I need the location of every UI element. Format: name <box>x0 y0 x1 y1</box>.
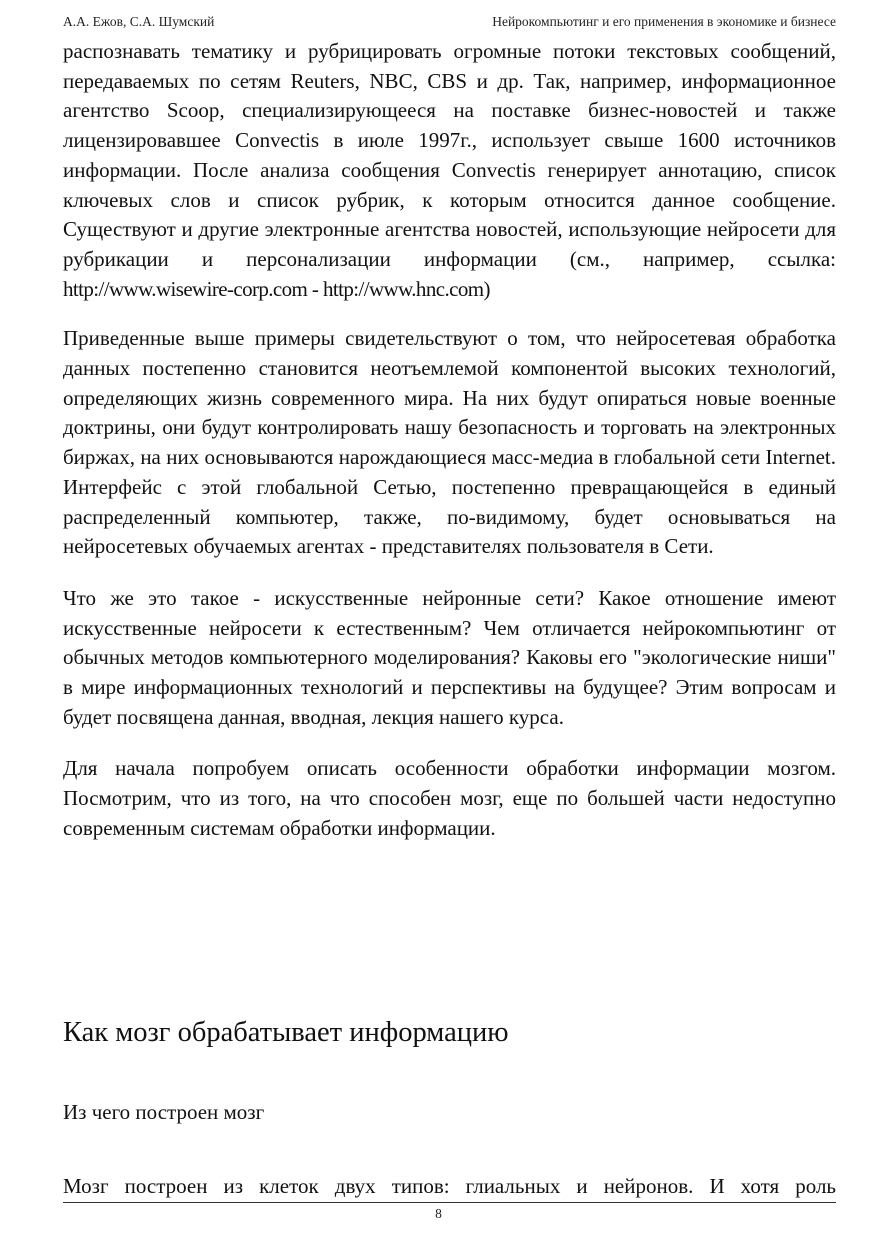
paragraph-1-text: распознавать тематику и рубрицировать огромные потоки текстовых сообщений, передаваемых по сетям Reuters, NBC, CBS и др. Так, например, информационное агентство Scoop, специализирующееся на поставке бизнес-новостей и также лицензировавшее Convectis в июле 1997г., использует свыше 1600 источников информации. После анализа сообщения Convectis генерирует аннотацию, список ключевых слов и список рубрик, к которым относится данное сообщение. Существуют и другие электронные агентства новостей, использующие нейросети для рубрикации и персонализации информации (см., например, ссылка: <box>63 39 836 271</box>
page-number: 8 <box>435 1206 442 1221</box>
paragraph-2: Приведенные выше примеры свидетельствуют о том, что нейросетевая обработка данных постепенно становится неотъемлемой компонентой высоких технологий, определяющих жизнь современного мира. На них будут опираться новые военные доктрины, они будут контролировать нашу безопасность и торговать на электронных биржах, на них основываются нарождающиеся масс-медиа в глобальной сети Internet. Интерфейс с этой глобальной Сетью, постепенно превращающейся в единый распределенный компьютер, также, по-видимому, будет основываться на нейросетевых обучаемых агентах - представителях пользователя в Сети. <box>63 326 836 559</box>
document-body <box>63 37 836 844</box>
header-book-title: Нейрокомпьютинг и его применения в экономике и бизнесе <box>492 14 836 29</box>
paragraph-3: Что же это такое - искусственные нейронные сети? Какое отношение имеют искусственные нейросети к естественным? Чем отличается нейрокомпьютинг от обычных методов компьютерного моделирования? Каковы его "экологические ниши" в мире информационных технологий и перспективы на будущее? Этим вопросам и будет посвящена данная, вводная, лекция нашего курса. <box>63 585 836 729</box>
header-authors: А.А. Ежов, С.А. Шумский <box>63 14 215 29</box>
paragraph-5-start: Мозг построен из клеток двух типов: глиальных и нейронов. И хотя роль <box>63 1174 836 1198</box>
paragraph-1 <box>63 37 836 304</box>
page-header <box>63 14 836 34</box>
footer-divider <box>63 1202 836 1203</box>
subsection-heading: Из чего построен мозг <box>63 1100 265 1124</box>
reference-urls: http://www.wisewire-corp.com - http://www.hnc.com) <box>63 276 490 301</box>
section-heading: Как мозг обрабатывает информацию <box>63 1017 509 1048</box>
paragraph-4: Для начала попробуем описать особенности обработки информации мозгом. Посмотрим, что из того, на что способен мозг, еще по большей части недоступно современным системам обработки информации. <box>63 756 836 840</box>
